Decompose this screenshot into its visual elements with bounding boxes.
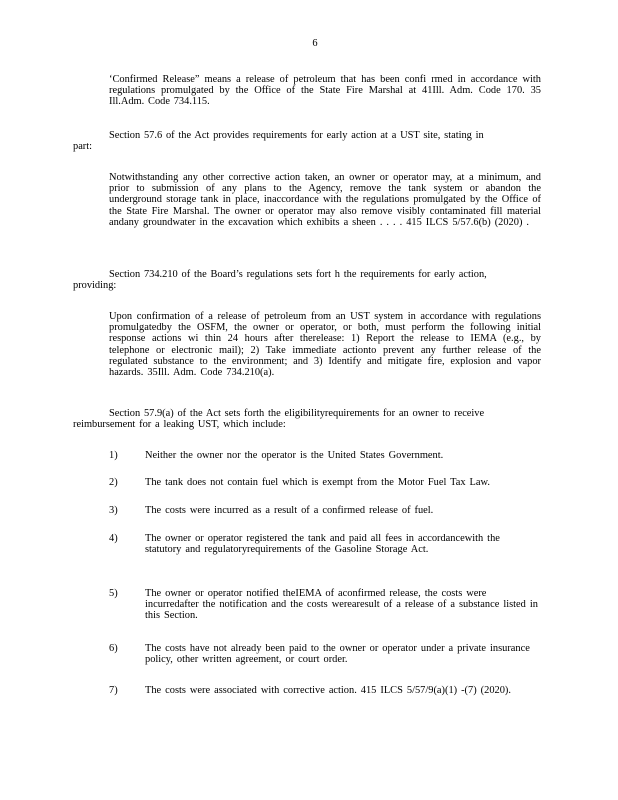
paragraph-section-57-6 — [73, 130, 541, 152]
paragraph-confirmed-release-definition: ‘Confirmed Release” means a release of petroleum that has been confi rmed in accordance with regulations promulgated by the Office of the State Fire Marshal at 41Ill. Adm. Code 170. 35 Ill.Adm. Code 734.115. — [109, 74, 541, 108]
paragraph-section-734-210 — [73, 269, 541, 291]
paragraph-continuation: reimbursement for a leaking UST, which include: — [73, 419, 286, 431]
list-item-text: The tank does not contain fuel which is exempt from the Motor Fuel Tax Law. — [145, 477, 490, 488]
paragraph-first-line: Section 57.9(a) of the Act sets forth the eligibilityrequirements for an owner to receive — [109, 408, 485, 419]
paragraph-continuation: providing: — [73, 280, 117, 292]
list-item-text: The costs were incurred as a result of a confirmed release of fuel. — [145, 505, 434, 516]
list-item-text: The owner or operator registered the tank and paid all fees in accordancewith the statutory and regulatoryrequirements of the Gasoline Storage Act. — [145, 533, 500, 556]
blockquote-734-210: Upon confirmation of a release of petroleum from an UST system in accordance with regulations promulgatedby the OSFM, the owner or operator, or both, must perform the following initial response actions wi thin 24 hours after therelease: 1) Report the release to IEMA (e.g., by telephone or electronic mail); 2) Take immediate actionto prevent any further release of the regulated substance to the environment; and 3) Identify and mitigate fire, explosion and vapor hazards. 35Ill. Adm. Code 734.210(a). — [109, 311, 541, 379]
blockquote-415-ilcs-57-6: Notwithstanding any other corrective action taken, an owner or operator may, at a minimum, and prior to submission of any plans to the Agency, remove the tank system or abandon the underground storage tank in place, inaccordance with the regulations promulgated by the Office of the State Fire Marshal. The owner or operator may also remove visibly contaminated fill material andany groundwater in the excavation which exhibits a sheen . . . . 415 ILCS 5/57.6(b) (2020) . — [109, 172, 541, 228]
paragraph-continuation: part: — [73, 141, 93, 153]
list-item-number: 5) — [109, 588, 118, 599]
list-item-number: 4) — [109, 533, 118, 544]
paragraph-section-57-9a — [73, 408, 541, 430]
list-item-number: 6) — [109, 643, 118, 654]
list-item-number: 7) — [109, 685, 118, 696]
list-item-text: The owner or operator notified theIEMA of aconfirmed release, the costs were incurredafter the notification and the costs werearesult of a release of a substance listed in this Section. — [145, 588, 538, 622]
paragraph-first-line: Section 57.6 of the Act provides requirements for early action at a UST site, stating in — [109, 130, 484, 141]
list-item-number: 1) — [109, 450, 118, 461]
list-item-text: The costs were associated with corrective action. 415 ILCS 5/57/9(a)(1) -(7) (2020). — [145, 685, 511, 696]
page-number: 6 — [312, 38, 318, 49]
list-item-number: 2) — [109, 477, 118, 488]
paragraph-first-line: Section 734.210 of the Board’s regulations sets fort h the requirements for early action, — [109, 269, 487, 280]
list-item-text: Neither the owner nor the operator is the United States Government. — [145, 450, 444, 461]
list-item-number: 3) — [109, 505, 118, 516]
list-item-text: The costs have not already been paid to the owner or operator under a private insurance policy, other written agreement, or court order. — [145, 643, 530, 666]
